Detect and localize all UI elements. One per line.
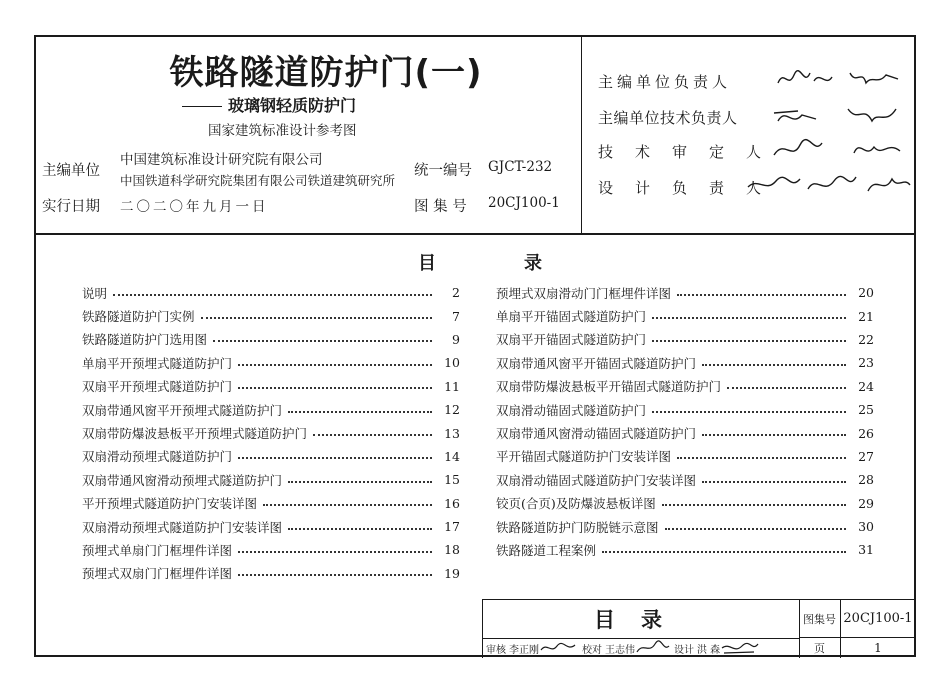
toc-leader <box>201 317 432 319</box>
toc-leader <box>113 294 432 296</box>
toc-entry-title: 双扇滑动预埋式隧道防护门 <box>82 449 233 465</box>
check-signature <box>635 640 671 656</box>
toc-entry-page: 13 <box>444 425 460 441</box>
design-name: 洪 森 <box>697 644 721 656</box>
signature-1 <box>774 65 904 93</box>
check-label: 校对 <box>582 644 602 656</box>
toc-leader <box>213 340 432 342</box>
toc-entry-page: 29 <box>858 495 874 511</box>
title-block <box>482 599 915 658</box>
toc-entry-title: 单扇平开锚固式隧道防护门 <box>496 309 647 325</box>
role-design-head: 设计负责人 <box>598 179 784 197</box>
toc-entry[interactable] <box>496 445 874 468</box>
implement-date: 二〇二〇年九月一日 <box>120 199 269 215</box>
toc-entry[interactable] <box>82 281 460 304</box>
toc-entry-title: 铁路隧道工程案例 <box>496 542 597 558</box>
toc-leader <box>652 411 846 413</box>
toc-leader <box>288 481 432 483</box>
toc-entry[interactable] <box>496 398 874 421</box>
toc-leader <box>602 551 846 553</box>
toc-entry[interactable] <box>496 538 874 561</box>
cover-divider <box>581 37 582 233</box>
reference-note: 国家建筑标准设计参考图 <box>208 123 357 139</box>
subtitle-dash <box>182 106 222 107</box>
toc-entry-page: 21 <box>858 308 874 324</box>
toc-leader <box>652 340 846 342</box>
atlas-title: 铁路隧道防护门(一) <box>169 53 483 93</box>
toc-leader <box>238 457 432 459</box>
toc-entry-title: 铰页(合页)及防爆波悬板详图 <box>496 496 656 512</box>
toc-heading-left: 目 <box>418 253 436 274</box>
toc-leader <box>313 434 432 436</box>
toc-entry[interactable] <box>82 398 460 421</box>
toc-entry-page: 15 <box>444 472 460 488</box>
toc-entry-title: 双扇带通风窗滑动锚固式隧道防护门 <box>496 426 697 442</box>
toc-entry-title: 双扇带防爆波悬板平开锚固式隧道防护门 <box>496 379 722 395</box>
toc-entry-page: 14 <box>444 448 460 464</box>
toc-entry-page: 16 <box>444 495 460 511</box>
toc-leader <box>652 317 846 319</box>
title-block-title: 目录 <box>483 600 800 639</box>
toc-entry[interactable] <box>82 328 460 351</box>
title-block-page-label: 页 <box>799 638 841 658</box>
toc-entry-page: 30 <box>858 519 874 535</box>
toc-entry-title: 铁路隧道防护门选用图 <box>82 332 208 348</box>
role-tech-reviewer: 技术审定人 <box>598 143 784 161</box>
toc-leader <box>665 528 846 530</box>
toc-entry-title: 双扇滑动预埋式隧道防护门安装详图 <box>82 519 283 535</box>
toc-entry-page: 7 <box>452 308 460 324</box>
toc-entry[interactable] <box>82 562 460 585</box>
toc-entry-page: 12 <box>444 402 460 418</box>
toc-entry-title: 预埋式双扇滑动门门框埋件详图 <box>496 285 672 301</box>
toc-leader <box>727 387 846 389</box>
signature-4 <box>744 169 914 201</box>
toc-right-column <box>496 281 874 562</box>
toc-entry-title: 铁路隧道防护门防脱链示意图 <box>496 519 659 535</box>
design-signature <box>720 640 760 656</box>
toc-entry[interactable] <box>82 351 460 374</box>
drawing-frame <box>34 35 916 657</box>
editor-unit-line1: 中国建筑标准设计研究院有限公司 <box>120 152 323 168</box>
toc-leader <box>238 551 432 553</box>
toc-heading-right: 录 <box>524 253 542 274</box>
toc-leader <box>288 528 432 530</box>
review-name: 李正刚 <box>509 644 539 656</box>
atlas-subtitle-text: 玻璃钢轻质防护门 <box>228 96 357 115</box>
toc-leader <box>702 364 846 366</box>
toc-leader <box>238 574 432 576</box>
toc-entry-title: 预埋式单扇门门框埋件详图 <box>82 542 233 558</box>
editor-unit-label: 主编单位 <box>42 163 100 179</box>
toc-entry-title: 双扇带防爆波悬板平开预埋式隧道防护门 <box>82 426 308 442</box>
toc-entry-page: 11 <box>444 378 460 394</box>
toc-entry[interactable] <box>496 375 874 398</box>
toc-entry[interactable] <box>496 421 874 444</box>
toc-entry-title: 平开预埋式隧道防护门安装详图 <box>82 496 258 512</box>
toc-entry[interactable] <box>496 328 874 351</box>
signature-2 <box>768 101 908 131</box>
toc-leader <box>677 457 846 459</box>
toc-leader <box>702 481 846 483</box>
toc-entry-title: 双扇平开预埋式隧道防护门 <box>82 379 233 395</box>
atlas-no-label: 图 集 号 <box>414 199 467 215</box>
title-block-page-value: 1 <box>874 641 882 655</box>
toc-entry-title: 双扇带通风窗平开预埋式隧道防护门 <box>82 402 283 418</box>
toc-entry[interactable] <box>496 468 874 491</box>
toc-entry[interactable] <box>496 515 874 538</box>
toc-entry[interactable] <box>496 492 874 515</box>
design-label: 设计 <box>674 644 694 656</box>
toc-entry-page: 24 <box>858 378 874 394</box>
toc-entry-page: 23 <box>858 355 874 371</box>
toc-entry[interactable] <box>82 304 460 327</box>
check-name: 王志伟 <box>605 644 635 656</box>
toc-entry-title: 双扇滑动锚固式隧道防护门安装详图 <box>496 472 697 488</box>
implement-date-label: 实行日期 <box>42 199 100 215</box>
toc-entry[interactable] <box>82 538 460 561</box>
toc-entry-title: 单扇平开预埋式隧道防护门 <box>82 355 233 371</box>
toc-entry-title: 平开锚固式隧道防护门安装详图 <box>496 449 672 465</box>
toc-entry-page: 25 <box>858 402 874 418</box>
toc-entry[interactable] <box>82 515 460 538</box>
toc-entry[interactable] <box>82 375 460 398</box>
title-block-approvals <box>483 638 800 658</box>
toc-leader <box>662 504 846 506</box>
toc-entry[interactable] <box>496 304 874 327</box>
atlas-subtitle <box>182 93 356 116</box>
atlas-no: 20CJ100-1 <box>488 195 560 211</box>
toc-leader <box>288 411 432 413</box>
toc-entry-page: 10 <box>444 355 460 371</box>
toc-entry[interactable] <box>82 421 460 444</box>
toc-entry-page: 31 <box>858 542 874 558</box>
role-editor-unit-head: 主编单位负责人 <box>598 73 732 91</box>
toc-entry-page: 17 <box>444 519 460 535</box>
toc-entry-title: 说明 <box>82 285 108 301</box>
toc-entry[interactable] <box>496 351 874 374</box>
cover-block <box>36 37 914 235</box>
title-block-atlas-label: 图集号 <box>799 600 841 638</box>
unified-no: GJCT-232 <box>488 159 553 175</box>
toc-leader <box>263 504 432 506</box>
toc-entry-title: 双扇平开锚固式隧道防护门 <box>496 332 647 348</box>
toc-leader <box>677 294 846 296</box>
toc-entry[interactable] <box>82 445 460 468</box>
toc-entry-page: 2 <box>452 285 460 301</box>
toc-entry-title: 铁路隧道防护门实例 <box>82 309 195 325</box>
role-editor-tech-head: 主编单位技术负责人 <box>598 109 738 127</box>
toc-leader <box>238 387 432 389</box>
toc-left-column <box>82 281 460 585</box>
review-label: 审核 <box>486 644 506 656</box>
toc-entry[interactable] <box>496 281 874 304</box>
toc-entry-page: 18 <box>444 542 460 558</box>
toc-entry-title: 双扇带通风窗平开锚固式隧道防护门 <box>496 355 697 371</box>
toc-entry-title: 预埋式双扇门门框埋件详图 <box>82 566 233 582</box>
toc-entry-page: 26 <box>858 425 874 441</box>
title-block-atlas-value: 20CJ100-1 <box>841 600 915 638</box>
toc-entry-title: 双扇滑动锚固式隧道防护门 <box>496 402 647 418</box>
toc-entry-page: 28 <box>858 472 874 488</box>
toc-leader <box>702 434 846 436</box>
toc-entry-page: 9 <box>452 331 460 347</box>
toc-entry[interactable] <box>82 492 460 515</box>
editor-unit-line2: 中国铁道科学研究院集团有限公司铁道建筑研究所 <box>120 173 396 188</box>
toc-leader <box>238 364 432 366</box>
review-signature <box>539 640 579 656</box>
toc-entry-page: 27 <box>858 448 874 464</box>
toc-entry-page: 22 <box>858 331 874 347</box>
toc-entry-title: 双扇带通风窗滑动预埋式隧道防护门 <box>82 472 283 488</box>
unified-no-label: 统一编号 <box>414 163 472 179</box>
toc-entry-page: 19 <box>444 565 460 581</box>
toc-entry-page: 20 <box>858 285 874 301</box>
signature-3 <box>770 135 910 165</box>
toc-entry[interactable] <box>82 468 460 491</box>
